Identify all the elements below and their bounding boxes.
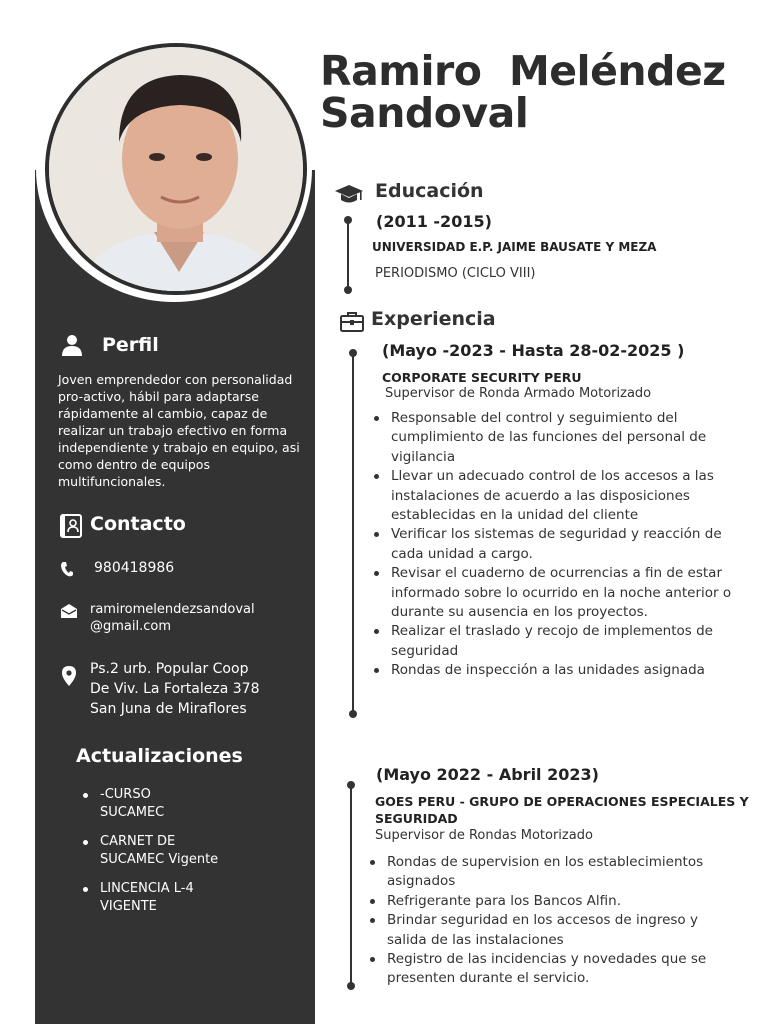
contact-email-line2: @gmail.com	[90, 619, 172, 634]
perfil-heading: Perfil	[102, 334, 159, 356]
experiencia-heading: Experiencia	[371, 308, 496, 330]
list-item	[80, 880, 300, 916]
profile-photo	[45, 43, 307, 295]
job1-company: CORPORATE SECURITY PERU	[382, 370, 582, 385]
address-line1: Ps.2 urb. Popular Coop	[90, 661, 249, 677]
contacto-heading: Contacto	[90, 513, 186, 535]
envelope-icon	[60, 604, 78, 618]
job1-tasks	[373, 409, 738, 681]
list-item: Refrigerante para los Bancos Alfin.	[369, 892, 734, 911]
educacion-heading: Educación	[375, 180, 484, 202]
list-item: Rondas de supervision en los establecimientos asignados	[369, 853, 734, 892]
contact-email[interactable]	[90, 601, 255, 635]
briefcase-icon	[340, 311, 364, 332]
location-pin-icon	[62, 666, 76, 686]
update-line2: SUCAMEC Vigente	[100, 852, 219, 867]
user-icon	[61, 334, 83, 356]
contact-phone[interactable]: 980418986	[94, 560, 175, 576]
graduation-cap-icon	[334, 183, 364, 205]
address-line2: De Viv. La Fortaleza 378	[90, 681, 260, 697]
timeline-dot	[344, 286, 352, 294]
actualizaciones-heading: Actualizaciones	[76, 745, 243, 767]
name-line1: Ramiro Meléndez	[320, 47, 726, 95]
timeline-line	[347, 220, 349, 290]
phone-icon	[60, 561, 74, 577]
timeline-line	[350, 785, 352, 985]
edu-institution: UNIVERSIDAD E.P. JAIME BAUSATE Y MEZA	[372, 240, 657, 254]
edu-program: PERIODISMO (CICLO VIII)	[375, 266, 536, 281]
contact-book-icon	[60, 514, 82, 538]
update-line2: VIGENTE	[100, 899, 157, 914]
page-title	[320, 47, 726, 137]
list-item	[80, 786, 300, 822]
update-line1: CARNET DE	[100, 834, 176, 849]
timeline-dot	[349, 710, 357, 718]
list-item	[80, 833, 300, 869]
job2-company: GOES PERU - GRUPO DE OPERACIONES ESPECIALES Y SEGURIDAD	[375, 794, 749, 826]
contact-email-line1: ramiromelendezsandoval	[90, 602, 255, 617]
job1-role: Supervisor de Ronda Armado Motorizado	[385, 386, 652, 401]
list-item: Registro de las incidencias y novedades que se presenten durante el servicio.	[369, 950, 734, 989]
list-item: Verificar los sistemas de seguridad y reacción de cada unidad a cargo.	[373, 525, 738, 564]
job1-period: (Mayo -2023 - Hasta 28-02-2025 )	[382, 341, 685, 360]
job2-role: Supervisor de Rondas Motorizado	[375, 828, 593, 843]
actualizaciones-list	[80, 786, 300, 927]
list-item: Revisar el cuaderno de ocurrencias a fin de estar informado sobre lo ocurrido en la noche anterior o durante su ausencia en los proyectos.	[373, 564, 738, 622]
name-line2: Sandoval	[320, 89, 529, 137]
update-line2: SUCAMEC	[100, 805, 165, 820]
list-item: Rondas de inspección a las unidades asignada	[373, 661, 738, 680]
address-line3: San Juna de Miraflores	[90, 701, 247, 717]
update-line1: LINCENCIA L-4	[100, 881, 194, 896]
list-item: Llevar un adecuado control de los accesos a las instalaciones de acuerdo a las disposiciones establecidas en la unidad del cliente	[373, 467, 738, 525]
list-item: Brindar seguridad en los accesos de ingreso y salida de las instalaciones	[369, 911, 734, 950]
timeline-dot	[347, 982, 355, 990]
perfil-text: Joven emprendedor con personalidad pro-activo, hábil para adaptarse rápidamente al cambio, capaz de realizar un trabajo efectivo en forma independiente y trabajo en equipo, asi como dentro de equipos multifuncionales.	[58, 372, 300, 489]
list-item: Realizar el traslado y recojo de implementos de seguridad	[373, 622, 738, 661]
job2-tasks	[369, 853, 734, 989]
timeline-line	[352, 353, 354, 713]
contact-address	[90, 659, 259, 719]
edu-period: (2011 -2015)	[376, 212, 492, 231]
job2-period: (Mayo 2022 - Abril 2023)	[376, 765, 599, 784]
list-item: Responsable del control y seguimiento del cumplimiento de las funciones del personal de vigilancia	[373, 409, 738, 467]
update-line1: -CURSO	[100, 787, 151, 802]
